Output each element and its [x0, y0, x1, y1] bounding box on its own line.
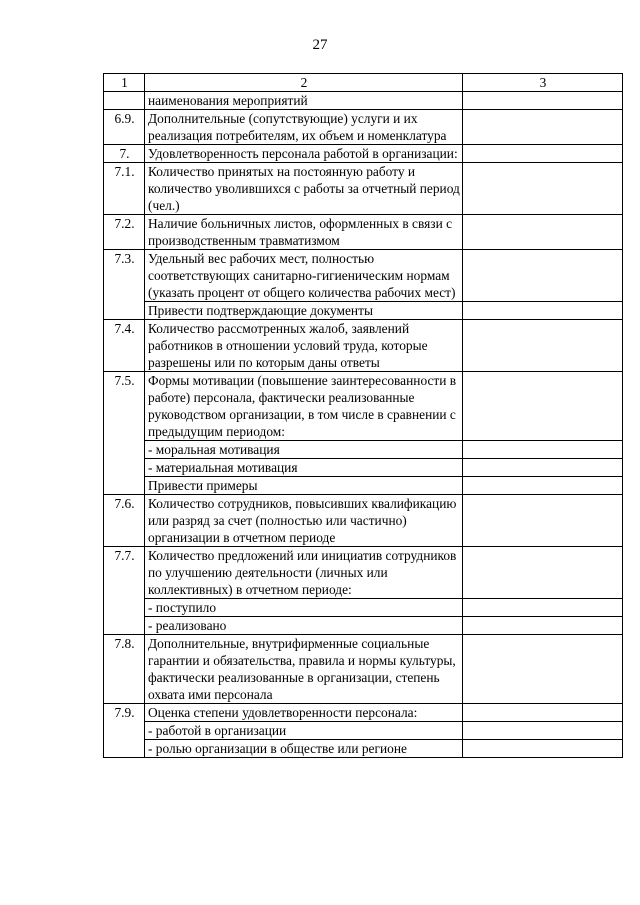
row-value-cell [463, 477, 623, 495]
table-body [104, 74, 623, 758]
row-number: 7.2. [104, 215, 145, 250]
table-row [104, 635, 623, 704]
row-value-cell [463, 599, 623, 617]
table-row [104, 617, 623, 635]
row-value-cell [463, 495, 623, 547]
row-description: - реализовано [145, 617, 463, 635]
row-description: - работой в организации [145, 722, 463, 740]
table-row [104, 215, 623, 250]
row-description: - моральная мотивация [145, 441, 463, 459]
row-description: - материальная мотивация [145, 459, 463, 477]
row-description: Удельный вес рабочих мест, полностью соответствующих санитарно-гигиеническим нормам (указать процент от общего количества рабочих мест) [145, 250, 463, 302]
table-row [104, 145, 623, 163]
table-row [104, 110, 623, 145]
table-row [104, 740, 623, 758]
row-value-cell [463, 163, 623, 215]
row-number: 6.9. [104, 110, 145, 145]
row-description: Дополнительные (сопутствующие) услуги и их реализация потребителям, их объем и номенклатура [145, 110, 463, 145]
table-row [104, 250, 623, 302]
row-value-cell [463, 441, 623, 459]
row-number: 7.1. [104, 163, 145, 215]
row-description: Оценка степени удовлетворенности персонала: [145, 704, 463, 722]
row-value-cell [463, 215, 623, 250]
header-cell-2: 2 [145, 74, 463, 92]
table-row [104, 599, 623, 617]
row-value-cell [463, 722, 623, 740]
table-row [104, 477, 623, 495]
row-number: 7.5. [104, 372, 145, 495]
table-row [104, 92, 623, 110]
row-value-cell [463, 250, 623, 302]
row-description: Привести подтверждающие документы [145, 302, 463, 320]
row-number: 7.8. [104, 635, 145, 704]
row-description: - поступило [145, 599, 463, 617]
row-number: 7.3. [104, 250, 145, 320]
row-number: 7. [104, 145, 145, 163]
row-value-cell [463, 110, 623, 145]
row-description: Удовлетворенность персонала работой в организации: [145, 145, 463, 163]
row-value-cell [463, 617, 623, 635]
header-cell-3: 3 [463, 74, 623, 92]
row-description: Наличие больничных листов, оформленных в связи с производственным травматизмом [145, 215, 463, 250]
table-row [104, 459, 623, 477]
page-number: 27 [312, 37, 328, 53]
row-number: 7.6. [104, 495, 145, 547]
row-number [104, 92, 145, 110]
table-row [104, 441, 623, 459]
table-row [104, 302, 623, 320]
row-number: 7.4. [104, 320, 145, 372]
row-value-cell [463, 704, 623, 722]
row-value-cell [463, 92, 623, 110]
row-value-cell [463, 740, 623, 758]
row-value-cell [463, 635, 623, 704]
row-description: наименования мероприятий [145, 92, 463, 110]
table-row [104, 704, 623, 722]
row-value-cell [463, 145, 623, 163]
row-description: Формы мотивации (повышение заинтересованности в работе) персонала, фактически реализованные руководством организации, в том числе в сравнении с предыдущим периодом: [145, 372, 463, 441]
row-description: Количество предложений или инициатив сотрудников по улучшению деятельности (личных или коллективных) в отчетном периоде: [145, 547, 463, 599]
row-description: Количество принятых на постоянную работу и количество уволившихся с работы за отчетный период (чел.) [145, 163, 463, 215]
row-value-cell [463, 320, 623, 372]
row-number: 7.9. [104, 704, 145, 758]
table-row [104, 547, 623, 599]
row-value-cell [463, 459, 623, 477]
row-description: Дополнительные, внутрифирменные социальные гарантии и обязательства, правила и нормы культуры, фактически реализованные в организации, степень охвата ими персонала [145, 635, 463, 704]
row-description: Количество сотрудников, повысивших квалификацию или разряд за счет (полностью или частично) организации в отчетном периоде [145, 495, 463, 547]
table-row [104, 722, 623, 740]
table-row [104, 163, 623, 215]
header-cell-1: 1 [104, 74, 145, 92]
report-table [103, 73, 623, 758]
table-row [104, 372, 623, 441]
row-number: 7.7. [104, 547, 145, 635]
row-description: Количество рассмотренных жалоб, заявлений работников в отношении условий труда, которые разрешены или по которым даны ответы [145, 320, 463, 372]
row-value-cell [463, 547, 623, 599]
table-row [104, 495, 623, 547]
row-value-cell [463, 302, 623, 320]
header-row [104, 74, 623, 92]
row-description: - ролью организации в обществе или регионе [145, 740, 463, 758]
row-value-cell [463, 372, 623, 441]
row-description: Привести примеры [145, 477, 463, 495]
table-row [104, 320, 623, 372]
